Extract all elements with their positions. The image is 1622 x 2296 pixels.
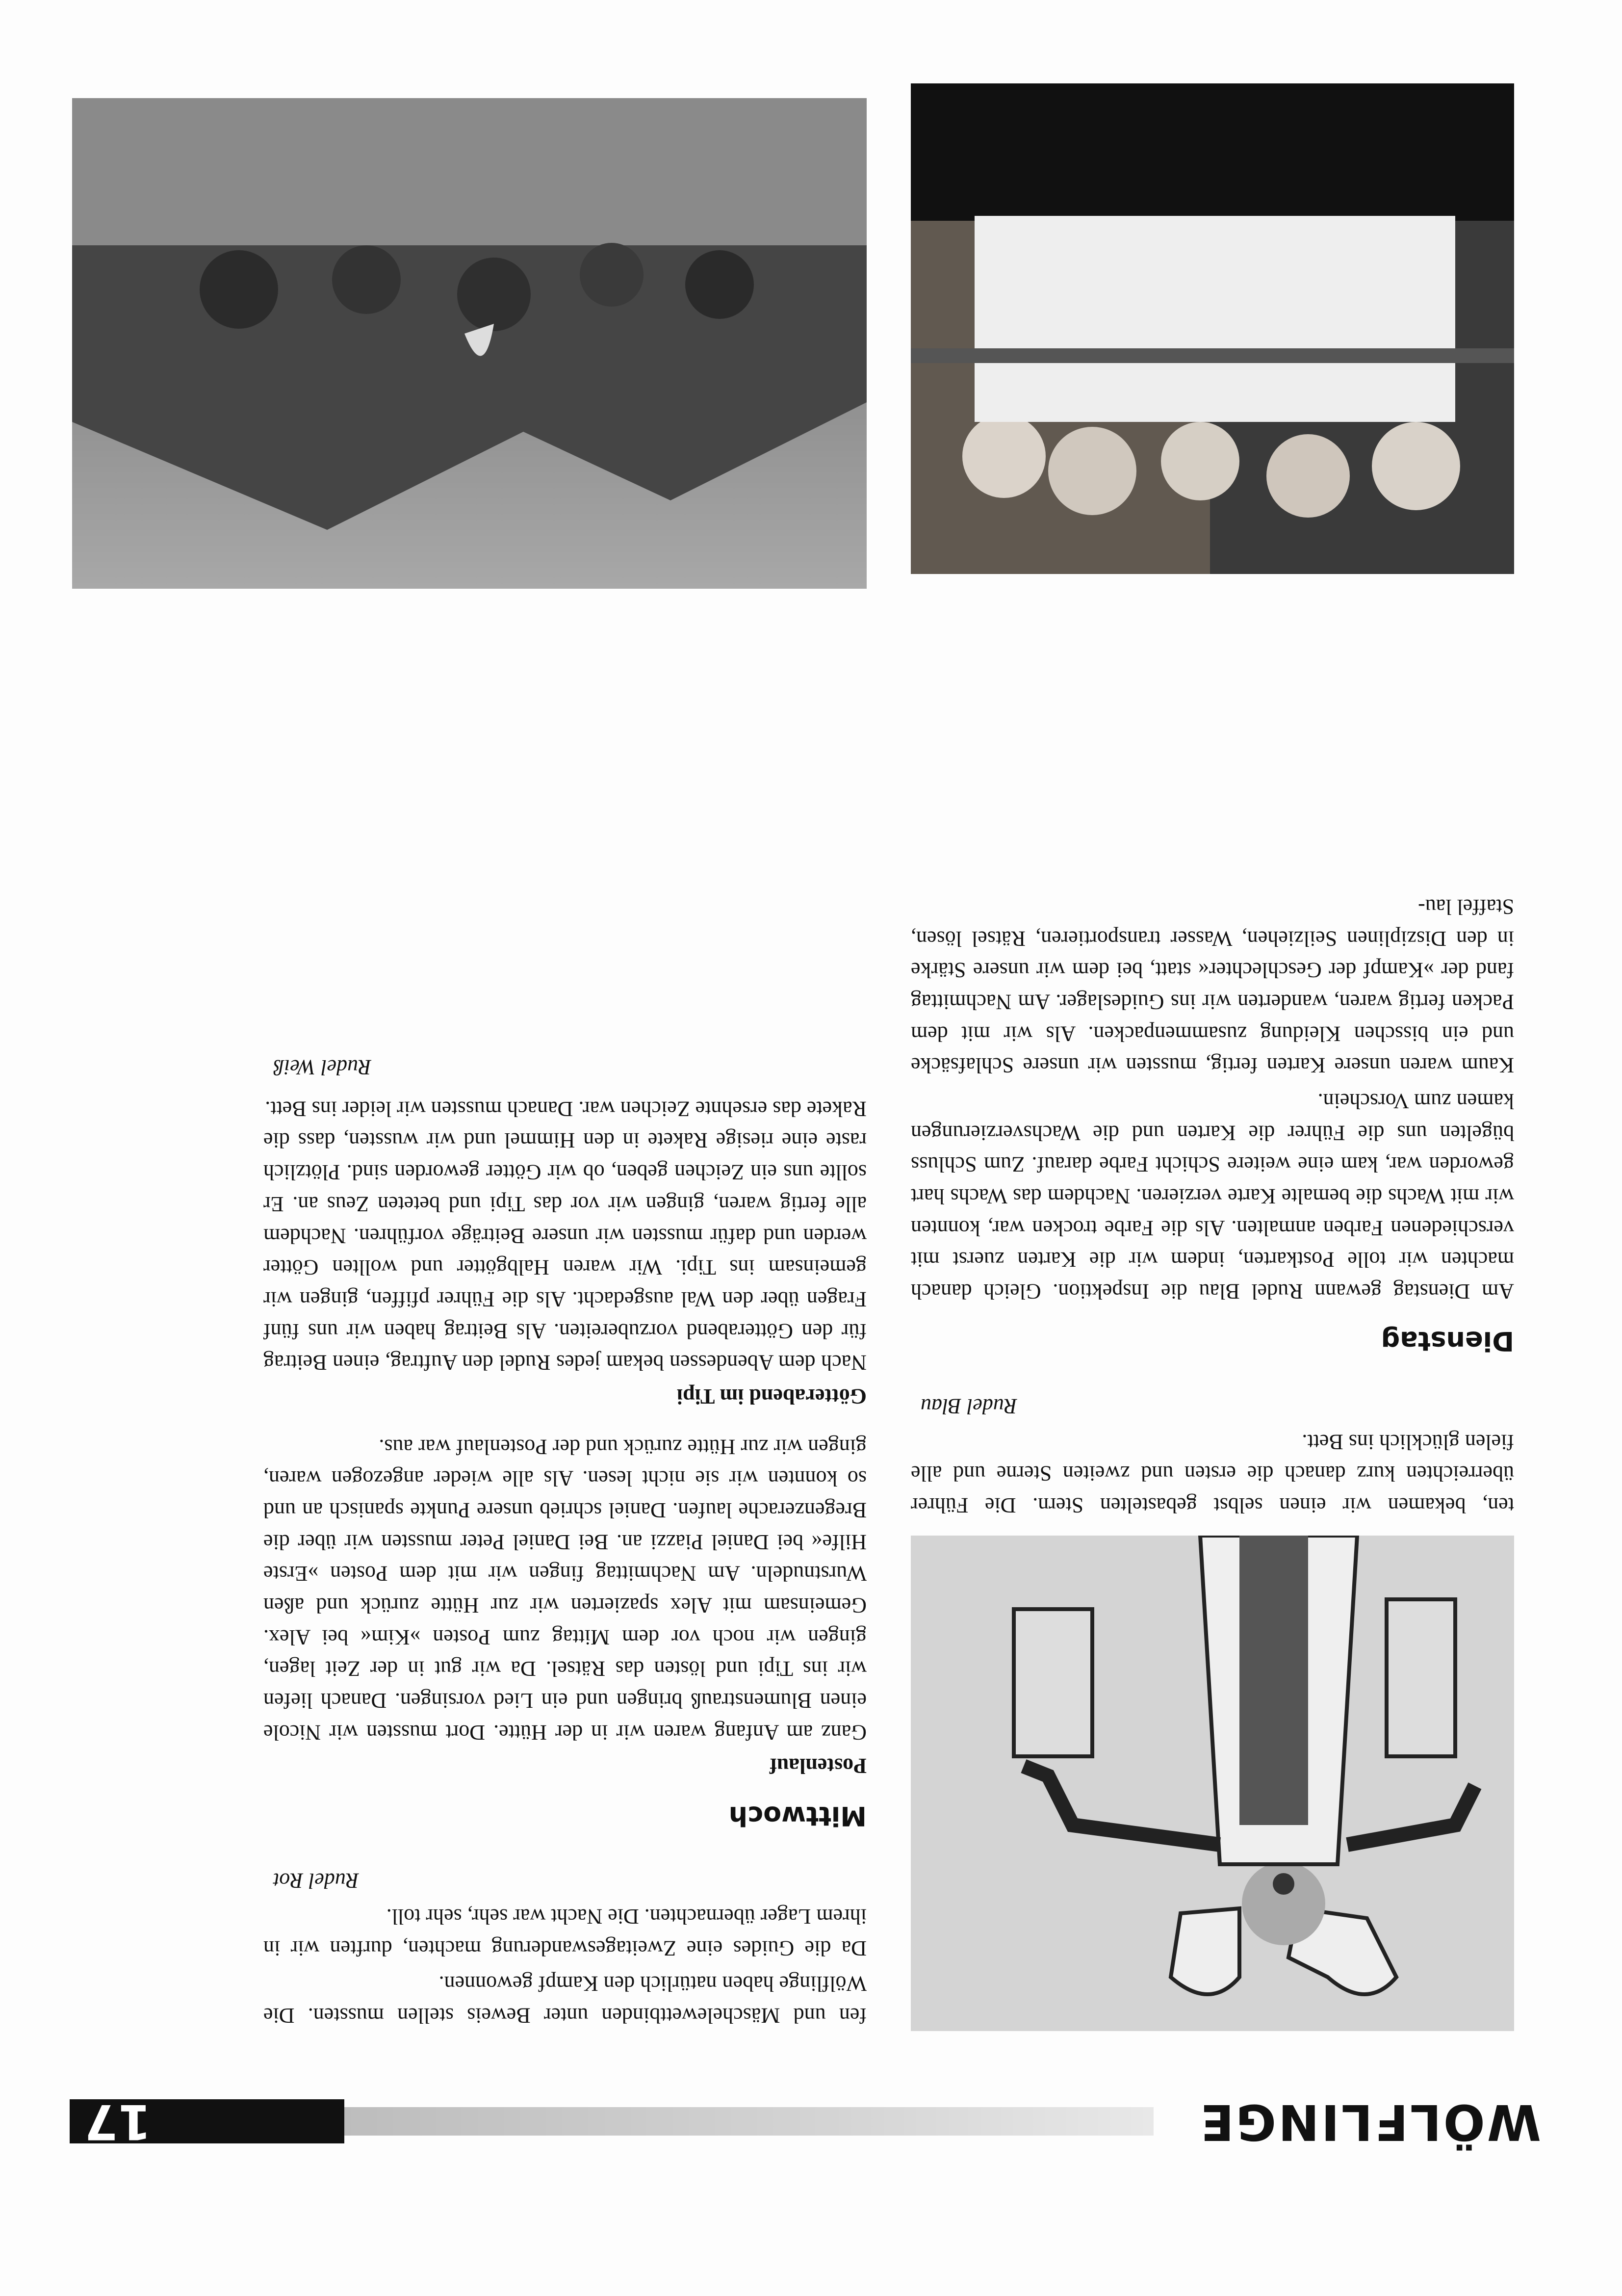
costume-photo [911, 1536, 1514, 2031]
intro-paragraph: ten, bekamen wir einen selbst gebastelten Stern. Die Führer überreichten kurz danach die ersten und zweiten Sterne und alle fielen glücklich ins Bett. [911, 1430, 1514, 1517]
signature-rudel-weiss: Rudel Weiß [273, 1055, 371, 1080]
section-title: WÖLFLINGE [1198, 2093, 1541, 2151]
section-heading-dienstag: Dienstag [1381, 1326, 1514, 1357]
campfire-photo [72, 98, 867, 589]
signature-rudel-rot: Rudel Rot [273, 1869, 359, 1893]
postenlauf-paragraph: Ganz am Anfang waren wir in der Hütte. Dort mussten wir Nicole einen Blumenstrauß bringen und ein Lied vorsingen. Danach liefen wir ins Tipi und lösten das Rätsel. Da wir gut in der Zeit lagen, gingen wir noch vor dem Mittag zum Posten »Kim« bei Alex. Gemeinsam mit Alex spazierten wir zur Hütte zurück und aßen Wurstnudeln. Am Nachmittag fingen wir mit dem Posten »Erste Hilfe« bei Daniel Piazzi an. Bei Daniel Peter mussten wir über die Bregenzerache laufen. Daniel schrieb unsere Punkte spanisch an und so konnten wir sie nicht lesen. Als alle wieder angezogen waren, gingen wir zur Hütte zurück und der Postenlauf war aus. [263, 1435, 867, 1745]
goetterabend-paragraph: Nach dem Abendessen bekam jedes Rudel den Auftrag, einen Beitrag für den Götterabend vorzubereiten. Als Beitrag haben wir uns fünf Fragen über den Wal ausgedacht. Als die Führer pfiffen, gingen wir gemeinsam ins Tipi. Wir waren Halbgötter und wollten Götter werden und dafür mussten wir unsere Beiträge vorführen. Nachdem alle fertig waren, gingen wir vor das Tipi und beteten Zeus an. Er sollte uns ein Zeichen geben, ob wir Götter geworden sind. Plötzlich raste eine riesige Rakete in den Himmel und wir wussten, dass die Rakete das ersehnte Zeichen war. Danach mussten wir leider ins Bett. [263, 1096, 867, 1375]
subheading-goetterabend: Götterabend im Tipi [676, 1384, 867, 1409]
left-column [911, 887, 1514, 1521]
subheading-postenlauf: Postenlauf [770, 1754, 867, 1778]
group-portrait-photo [911, 83, 1514, 574]
guides-paragraph: Da die Guides eine Zweitageswanderung machten, durften wir in ihrem Lager übernachten. Die Nacht war sehr, sehr toll. [263, 1904, 867, 1960]
right-column [263, 1021, 867, 2031]
dienstag-paragraph-2: Kaum waren unsere Karten fertig, mussten wir unsere Schlafsäcke und ein bisschen Kleidung zusammenpacken. Als wir mit dem Packen fertig waren, wanderten wir ins Guideslager. Am Nachmittag fand der »Kampf der Geschlechter« statt, bei dem wir unsere Stärke in den Disziplinen Seilziehen, Wasser transportieren, Rätsel lösen, Staffel lau- [911, 894, 1514, 1078]
signature-rudel-blau: Rudel Blau [921, 1394, 1017, 1418]
page-number: 17 [70, 2099, 344, 2143]
header-bar [344, 2107, 1154, 2136]
section-heading-mittwoch: Mittwoch [728, 1800, 867, 1831]
page-header [70, 2093, 1541, 2151]
continued-paragraph: fen und Mäschelewettbinden unter Beweis stellen mussten. Die Wölflinge haben natürlich den Kampf gewonnen. [263, 1972, 867, 2028]
dienstag-paragraph-1: Am Dienstag gewann Rudel Blau die Inspektion. Gleich danach machten wir tolle Postkarten, indem wir die Karten zuerst mit verschiedenen Farben anmalten. Als die Farbe trocken war, konnten wir mit Wachs die bemalte Karte verzieren. Nachdem das Wachs hart geworden war, kam eine weitere Schicht Farbe darauf. Zum Schluss bügelten uns die Führer die Karten und die Wachsverzierungen kamen zum Vorschein. [911, 1089, 1514, 1304]
